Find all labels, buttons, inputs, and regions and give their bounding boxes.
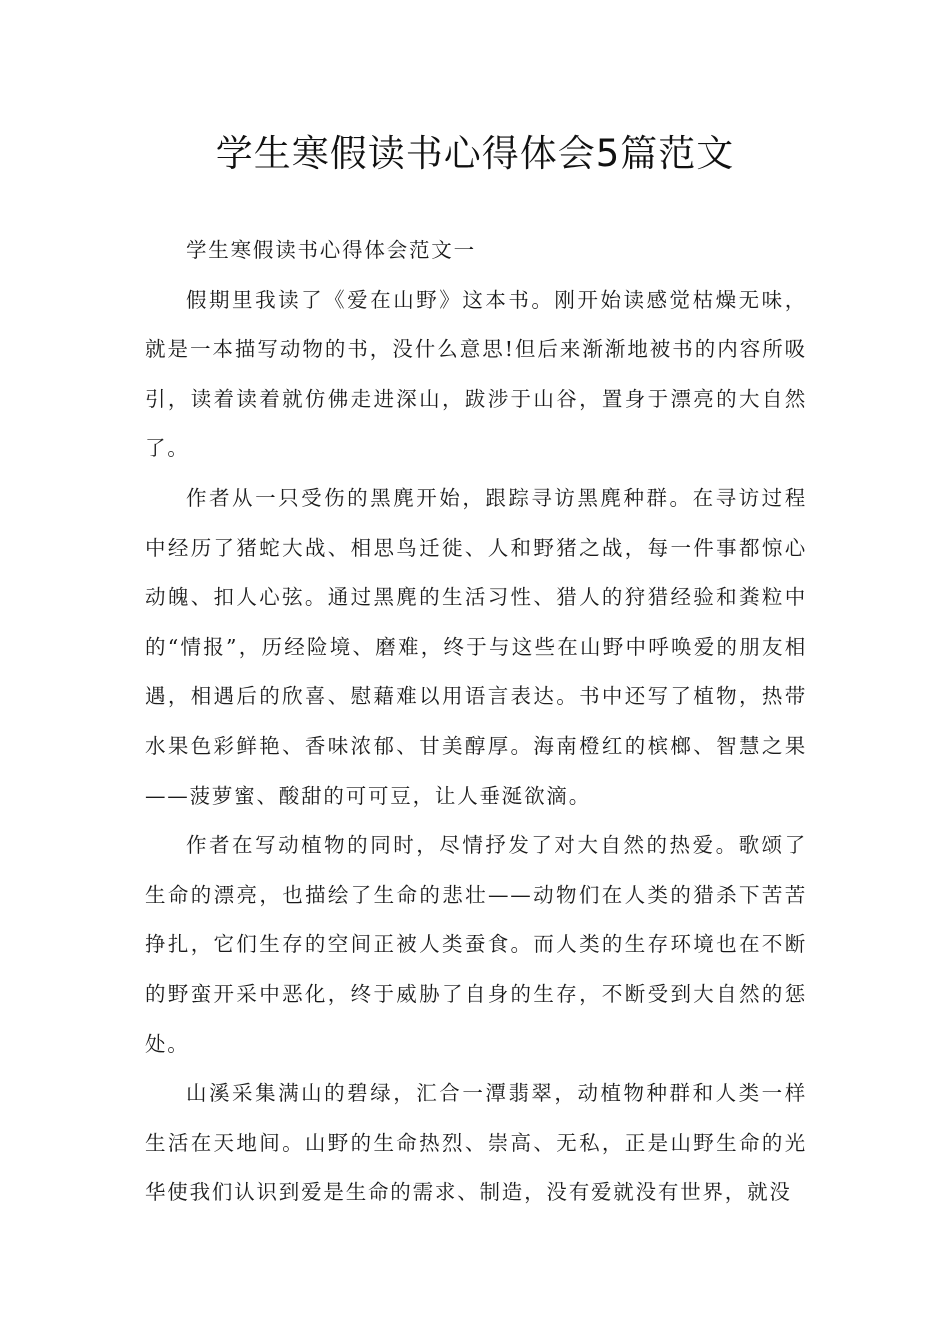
document-title: 学生寒假读书心得体会5篇范文 bbox=[215, 132, 735, 175]
paragraph-2: 作者从一只受伤的黑麂开始，跟踪寻访黑麂种群。在寻访过程中经历了猪蛇大战、相思鸟迁徙、人和野猪之战，每一件事都惊心动魄、扣人心弦。通过黑麂的生活习性、猎人的狩猎经验和粪粒中的“情报”，历经险境、磨难，终于与这些在山野中呼唤爱的朋友相遇，相遇后的欣喜、慰藉难以用语言表达。书中还写了植物，热带水果色彩鲜艳、香味浓郁、甘美醇厚。海南橙红的槟榔、智慧之果——菠萝蜜、酸甜的可可豆，让人垂涎欲滴。 bbox=[145, 485, 807, 808]
section-subheading: 学生寒假读书心得体会范文一 bbox=[186, 238, 476, 262]
document-body bbox=[145, 226, 807, 1218]
paragraph-1: 假期里我读了《爱在山野》这本书。刚开始读感觉枯燥无味，就是一本描写动物的书，没什么意思!但后来渐渐地被书的内容所吸引，读着读着就仿佛走进深山，跋涉于山谷，置身于漂亮的大自然了。 bbox=[145, 287, 807, 461]
paragraph-4: 山溪采集满山的碧绿，汇合一潭翡翠，动植物种群和人类一样生活在天地间。山野的生命热烈、崇高、无私，正是山野生命的光华使我们认识到爱是生命的需求、制造，没有爱就没有世界，就没 bbox=[145, 1081, 807, 1205]
paragraph-3: 作者在写动植物的同时，尽情抒发了对大自然的热爱。歌颂了生命的漂亮，也描绘了生命的悲壮——动物们在人类的猎杀下苦苦挣扎，它们生存的空间正被人类蚕食。而人类的生存环境也在不断的野蛮开采中恶化，终于威胁了自身的生存，不断受到大自然的惩处。 bbox=[145, 833, 807, 1056]
